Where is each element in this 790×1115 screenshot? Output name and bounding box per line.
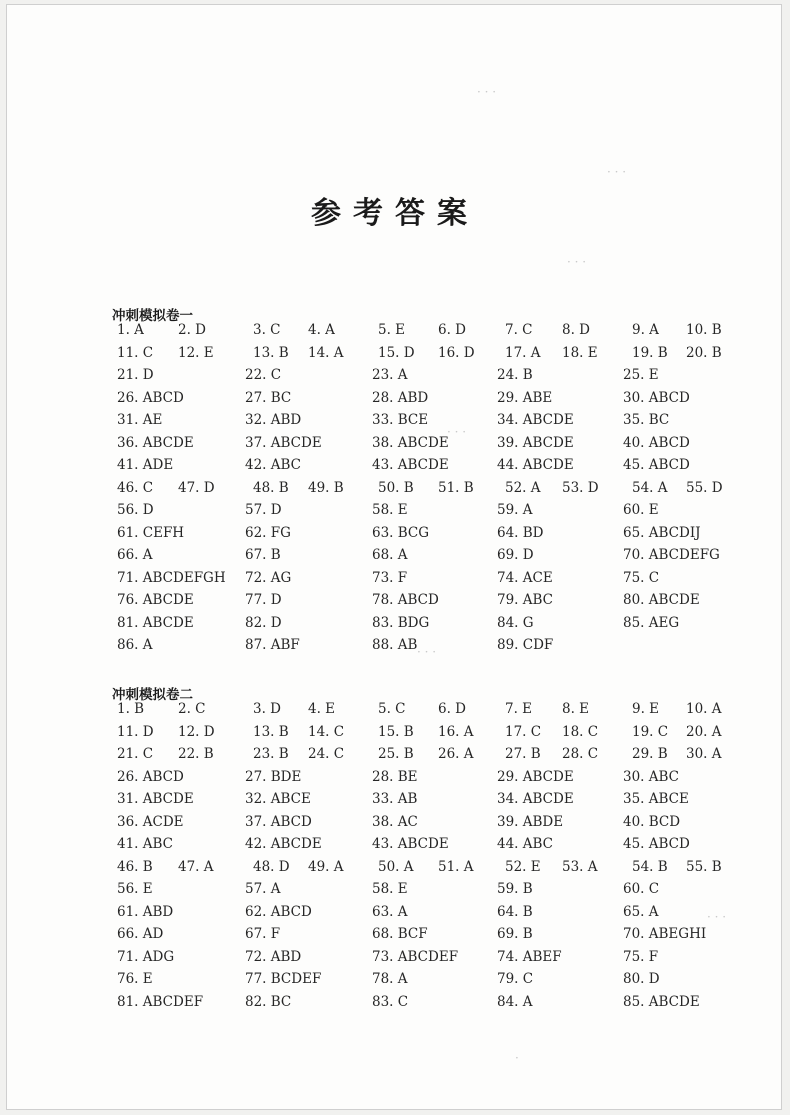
- answer-item: 14. A: [308, 344, 344, 361]
- answer-row: [0, 859, 790, 882]
- answer-item: 12. D: [178, 723, 215, 740]
- answer-item: 55. D: [686, 479, 723, 496]
- answer-item: 78. ABCD: [372, 592, 439, 608]
- answer-item: 47. A: [178, 858, 214, 875]
- answer-item: 81. ABCDE: [117, 614, 194, 631]
- answer-item: 29. ABE: [497, 389, 553, 406]
- answer-item: 43. ABCDE: [372, 836, 449, 852]
- answer-item: 25. B: [378, 746, 414, 762]
- answer-item: 64. BD: [497, 524, 544, 541]
- answer-item: 42. ABCDE: [245, 836, 322, 852]
- answer-row: [0, 746, 790, 769]
- answer-item: 26. ABCD: [117, 768, 184, 785]
- answer-row: [0, 926, 790, 949]
- answer-item: 9. A: [632, 322, 659, 338]
- answer-row: [0, 322, 790, 345]
- answer-row: [0, 814, 790, 837]
- answer-row: [0, 390, 790, 413]
- answer-item: 30. ABCD: [623, 389, 690, 406]
- answer-item: 32. ABD: [245, 412, 302, 428]
- answer-item: 62. ABCD: [245, 903, 312, 920]
- answer-item: 26. A: [438, 746, 474, 762]
- answer-item: 74. ACE: [497, 569, 553, 586]
- bleed-through-text: · · ·: [477, 85, 497, 99]
- answer-item: 14. C: [308, 723, 345, 740]
- answer-item: 56. E: [117, 881, 153, 897]
- answer-item: 22. C: [245, 367, 282, 383]
- answer-item: 54. B: [632, 858, 668, 875]
- answer-item: 47. D: [178, 479, 215, 496]
- answer-item: 6. D: [438, 322, 466, 338]
- answer-item: 53. A: [562, 858, 598, 875]
- answer-item: 41. ADE: [117, 457, 174, 473]
- answer-item: 26. ABCD: [117, 389, 184, 406]
- answer-item: 61. CEFH: [117, 524, 185, 541]
- answer-item: 15. D: [378, 344, 415, 361]
- bleed-through-text: · · ·: [417, 645, 437, 659]
- answer-item: 46. B: [117, 858, 153, 875]
- answer-item: 83. BDG: [372, 614, 430, 631]
- answer-row: [0, 994, 790, 1017]
- answer-item: 3. D: [253, 701, 281, 717]
- answer-item: 70. ABEGHI: [623, 926, 707, 942]
- answer-item: 33. BCE: [372, 412, 429, 428]
- answer-item: 2. C: [178, 701, 206, 717]
- answer-item: 86. A: [117, 637, 153, 653]
- answer-item: 31. ABCDE: [117, 791, 194, 807]
- answer-item: 28. C: [562, 746, 599, 762]
- answer-item: 23. B: [253, 746, 289, 762]
- answer-item: 84. A: [497, 993, 533, 1010]
- answer-item: 60. E: [623, 502, 659, 518]
- answer-item: 25. E: [623, 367, 659, 383]
- answer-item: 73. ABCDEF: [372, 948, 459, 965]
- answer-item: 63. BCG: [372, 524, 430, 541]
- answer-row: [0, 457, 790, 480]
- answer-item: 55. B: [686, 858, 722, 875]
- answer-item: 36. ABCDE: [117, 434, 194, 451]
- answer-item: 29. B: [632, 746, 668, 762]
- answer-item: 49. A: [308, 858, 344, 875]
- answer-row: [0, 769, 790, 792]
- answer-item: 60. C: [623, 881, 660, 897]
- answer-item: 15. B: [378, 723, 414, 740]
- answer-row: [0, 971, 790, 994]
- bleed-through-text: · · ·: [567, 255, 587, 269]
- answer-item: 87. ABF: [245, 637, 300, 653]
- answer-item: 39. ABDE: [497, 813, 564, 830]
- answer-item: 6. D: [438, 701, 466, 717]
- answer-item: 7. C: [505, 322, 533, 338]
- answer-item: 37. ABCD: [245, 813, 312, 830]
- answer-item: 59. A: [497, 502, 533, 518]
- answer-row: [0, 724, 790, 747]
- answer-item: 40. BCD: [623, 813, 681, 830]
- answer-item: 31. AE: [117, 412, 163, 428]
- answer-item: 74. ABEF: [497, 948, 562, 965]
- answer-item: 52. E: [505, 858, 541, 875]
- answer-item: 35. BC: [623, 412, 670, 428]
- answer-item: 33. AB: [372, 791, 418, 807]
- answer-item: 83. C: [372, 993, 409, 1010]
- answer-item: 18. E: [562, 344, 598, 361]
- answer-item: 68. A: [372, 547, 408, 563]
- answer-item: 5. C: [378, 701, 406, 717]
- answer-item: 85. ABCDE: [623, 993, 700, 1010]
- answer-item: 61. ABD: [117, 903, 174, 920]
- answer-row: [0, 701, 790, 724]
- answer-item: 65. ABCDIJ: [623, 524, 701, 541]
- answer-item: 23. A: [372, 367, 408, 383]
- answer-item: 46. C: [117, 479, 154, 496]
- answer-item: 16. A: [438, 723, 474, 740]
- answer-item: 78. A: [372, 971, 408, 987]
- answer-item: 40. ABCD: [623, 434, 690, 451]
- answer-item: 45. ABCD: [623, 457, 690, 473]
- answer-item: 80. D: [623, 971, 660, 987]
- answer-item: 43. ABCDE: [372, 457, 449, 473]
- answer-item: 20. A: [686, 723, 722, 740]
- answer-row: [0, 412, 790, 435]
- answer-item: 64. B: [497, 903, 533, 920]
- page-title: 参考答案: [311, 196, 479, 232]
- answer-item: 88. AB: [372, 637, 418, 653]
- answer-item: 75. F: [623, 948, 659, 965]
- answer-row: [0, 547, 790, 570]
- answer-item: 10. A: [686, 701, 722, 717]
- answer-item: 24. C: [308, 746, 345, 762]
- answer-item: 76. ABCDE: [117, 592, 194, 608]
- answer-row: [0, 525, 790, 548]
- answer-item: 21. C: [117, 746, 154, 762]
- answer-row: [0, 570, 790, 593]
- answer-item: 72. ABD: [245, 948, 302, 965]
- answer-item: 29. ABCDE: [497, 768, 574, 785]
- answer-item: 53. D: [562, 479, 599, 496]
- answer-item: 62. FG: [245, 524, 291, 541]
- answer-item: 27. BDE: [245, 768, 302, 785]
- answer-item: 11. D: [117, 723, 154, 740]
- answer-row: [0, 836, 790, 859]
- answer-item: 81. ABCDEF: [117, 993, 204, 1010]
- answer-item: 19. C: [632, 723, 669, 740]
- answer-item: 57. A: [245, 881, 281, 897]
- answer-item: 66. A: [117, 547, 153, 563]
- answer-item: 48. B: [253, 479, 289, 496]
- answer-item: 63. A: [372, 903, 408, 920]
- answer-item: 79. C: [497, 971, 534, 987]
- answer-item: 36. ACDE: [117, 813, 184, 830]
- answer-item: 5. E: [378, 322, 406, 338]
- answer-item: 89. CDF: [497, 637, 554, 653]
- section-title-1: 冲刺模拟卷一: [112, 308, 193, 324]
- answer-item: 59. B: [497, 881, 533, 897]
- answer-item: 65. A: [623, 903, 659, 920]
- answer-item: 82. D: [245, 614, 282, 631]
- answer-item: 71. ADG: [117, 948, 175, 965]
- bleed-through-text: ·: [515, 1051, 519, 1065]
- bleed-through-text: · · ·: [607, 165, 627, 179]
- answer-row: [0, 592, 790, 615]
- answer-item: 75. C: [623, 569, 660, 586]
- answer-item: 27. B: [505, 746, 541, 762]
- answer-item: 38. ABCDE: [372, 434, 449, 451]
- answer-grid-2: [0, 701, 790, 1016]
- answer-row: [0, 435, 790, 458]
- answer-item: 13. B: [253, 344, 289, 361]
- answer-item: 51. B: [438, 479, 474, 496]
- answer-row: [0, 904, 790, 927]
- answer-item: 41. ABC: [117, 836, 174, 852]
- answer-item: 4. E: [308, 701, 336, 717]
- answer-item: 50. B: [378, 479, 414, 496]
- answer-item: 69. D: [497, 547, 534, 563]
- answer-item: 20. B: [686, 344, 722, 361]
- answer-row: [0, 502, 790, 525]
- answer-item: 44. ABC: [497, 836, 554, 852]
- answer-item: 44. ABCDE: [497, 457, 574, 473]
- answer-item: 11. C: [117, 344, 154, 361]
- answer-item: 56. D: [117, 502, 154, 518]
- answer-item: 67. F: [245, 926, 281, 942]
- answer-item: 21. D: [117, 367, 154, 383]
- answer-item: 12. E: [178, 344, 214, 361]
- answer-item: 80. ABCDE: [623, 592, 700, 608]
- answer-item: 77. D: [245, 592, 282, 608]
- answer-item: 73. F: [372, 569, 408, 586]
- answer-item: 58. E: [372, 502, 408, 518]
- answer-item: 34. ABCDE: [497, 412, 574, 428]
- answer-item: 28. ABD: [372, 389, 429, 406]
- answer-item: 4. A: [308, 322, 335, 338]
- answer-row: [0, 791, 790, 814]
- answer-item: 22. B: [178, 746, 214, 762]
- answer-item: 79. ABC: [497, 592, 554, 608]
- answer-item: 58. E: [372, 881, 408, 897]
- answer-item: 76. E: [117, 971, 153, 987]
- answer-row: [0, 615, 790, 638]
- answer-item: 77. BCDEF: [245, 971, 322, 987]
- answer-item: 54. A: [632, 479, 668, 496]
- answer-item: 71. ABCDEFGH: [117, 569, 226, 586]
- answer-item: 68. BCF: [372, 926, 428, 942]
- answer-item: 51. A: [438, 858, 474, 875]
- answer-row: [0, 637, 790, 660]
- answer-item: 69. B: [497, 926, 533, 942]
- answer-item: 30. A: [686, 746, 722, 762]
- bleed-through-text: · · ·: [707, 910, 727, 924]
- answer-item: 45. ABCD: [623, 836, 690, 852]
- answer-item: 1. A: [117, 322, 144, 338]
- answer-item: 85. AEG: [623, 614, 680, 631]
- answer-item: 28. BE: [372, 768, 418, 785]
- answer-item: 19. B: [632, 344, 668, 361]
- answer-item: 70. ABCDEFG: [623, 547, 720, 563]
- answer-item: 13. B: [253, 723, 289, 740]
- answer-item: 27. BC: [245, 389, 292, 406]
- answer-item: 48. D: [253, 858, 290, 875]
- answer-item: 9. E: [632, 701, 660, 717]
- answer-row: [0, 881, 790, 904]
- answer-item: 50. A: [378, 858, 414, 875]
- answer-item: 32. ABCE: [245, 791, 311, 807]
- answer-item: 17. A: [505, 344, 541, 361]
- answer-item: 8. E: [562, 701, 590, 717]
- answer-item: 16. D: [438, 344, 475, 361]
- answer-row: [0, 949, 790, 972]
- answer-item: 37. ABCDE: [245, 434, 322, 451]
- answer-item: 1. B: [117, 701, 145, 717]
- answer-row: [0, 367, 790, 390]
- answer-item: 84. G: [497, 614, 534, 631]
- answer-item: 18. C: [562, 723, 599, 740]
- answer-item: 57. D: [245, 502, 282, 518]
- answer-item: 35. ABCE: [623, 791, 689, 807]
- answer-row: [0, 480, 790, 503]
- answer-item: 66. AD: [117, 926, 164, 942]
- answer-item: 38. AC: [372, 813, 418, 830]
- answer-item: 30. ABC: [623, 768, 680, 785]
- answer-item: 24. B: [497, 367, 533, 383]
- answer-item: 82. BC: [245, 993, 292, 1010]
- answer-item: 42. ABC: [245, 457, 302, 473]
- answer-item: 3. C: [253, 322, 281, 338]
- answer-item: 49. B: [308, 479, 344, 496]
- answer-item: 10. B: [686, 322, 722, 338]
- answer-item: 67. B: [245, 547, 281, 563]
- answer-item: 39. ABCDE: [497, 434, 574, 451]
- answer-item: 17. C: [505, 723, 542, 740]
- answer-item: 52. A: [505, 479, 541, 496]
- section-title-2: 冲刺模拟卷二: [112, 687, 193, 703]
- answer-grid-1: [0, 322, 790, 660]
- answer-row: [0, 345, 790, 368]
- answer-item: 7. E: [505, 701, 533, 717]
- answer-item: 8. D: [562, 322, 590, 338]
- answer-item: 2. D: [178, 322, 206, 338]
- answer-item: 72. AG: [245, 569, 292, 586]
- bleed-through-text: · · ·: [447, 425, 467, 439]
- answer-item: 34. ABCDE: [497, 791, 574, 807]
